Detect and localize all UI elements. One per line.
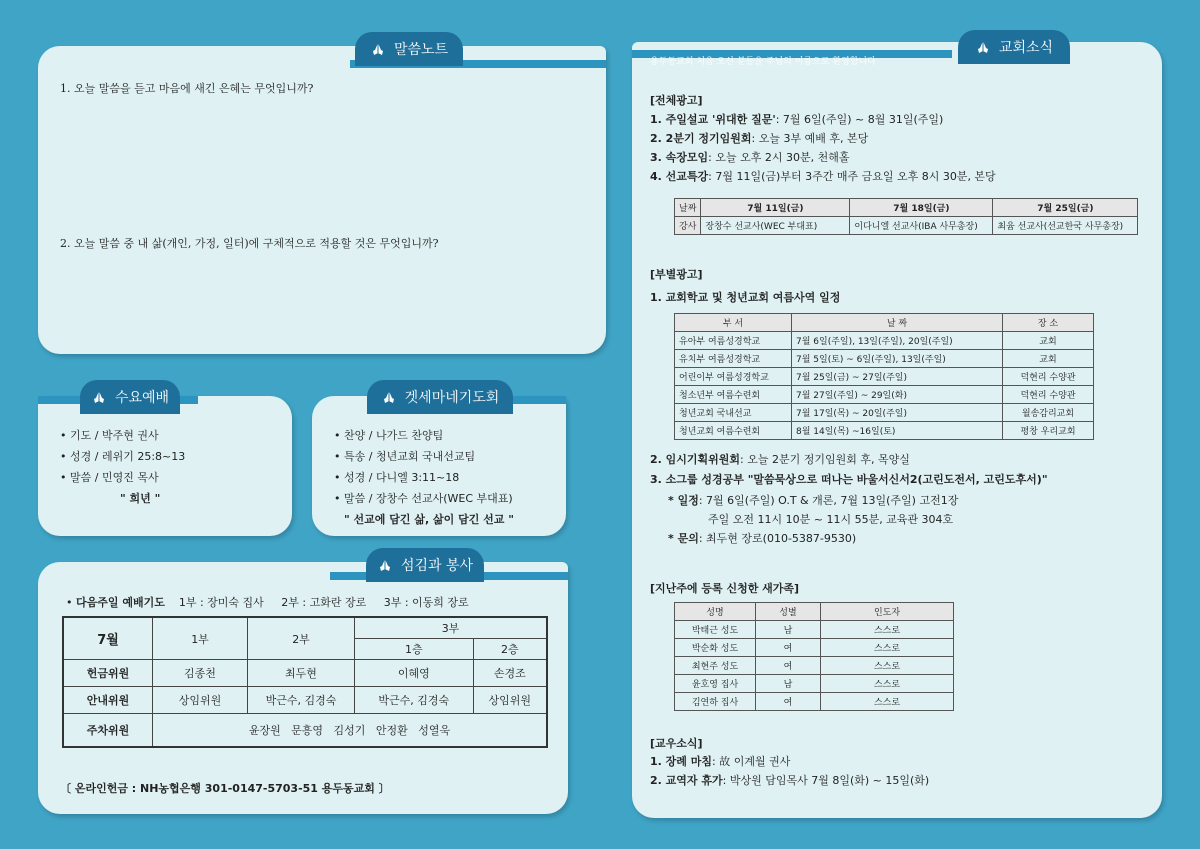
header-3bu-1f: 1층: [355, 639, 474, 660]
table-row: 유치부 여름성경학교 7월 5일(토) ~ 6일(주일), 13일(주일) 교회: [675, 350, 1094, 368]
cell: 이혜영: [355, 660, 474, 687]
cell: 부 서: [675, 314, 792, 332]
gethsemane-title: 겟세마네기도회: [404, 390, 500, 406]
cell: 손경조: [473, 660, 547, 687]
next-prayer-label: 다음주일 예배기도: [76, 596, 165, 609]
list-item: • 말씀 / 장창수 선교사(WEC 부대표): [334, 492, 513, 505]
list-item: • 특송 / 청년교회 국내선교팀: [334, 450, 476, 463]
sermon-note-tab: [355, 32, 463, 66]
table-row: [63, 660, 547, 687]
cell: 인도자: [821, 603, 954, 621]
sermon-title: " 선교에 담긴 삶, 삶이 담긴 선교 ": [344, 513, 514, 526]
cell: 장창수 선교사(WEC 부대표): [701, 217, 850, 235]
praying-hands-icon: [975, 39, 991, 55]
header-1bu: 1부: [153, 617, 248, 660]
list-item: 1. 장례 마침: 故 이계월 권사: [650, 755, 791, 768]
list-item: • 성경 / 다니엘 3:11~18: [334, 471, 460, 484]
table-row: 김연하 집사 여 스스로: [675, 693, 954, 711]
cell: 최윰 선교사(선교한국 사무총장): [993, 217, 1138, 235]
list-item: 3. 속장모임: 오늘 오후 2시 30분, 천해홀: [650, 151, 850, 164]
table-row: 어린이부 여름성경학교 7월 25일(금) ~ 27일(주일) 덕현리 수양관: [675, 368, 1094, 386]
wednesday-title: 수요예배: [114, 390, 170, 406]
cell: 성별: [756, 603, 821, 621]
header-3bu-2f: 2층: [473, 639, 547, 660]
cell: 상임위원: [153, 687, 248, 714]
table-row: 청소년부 여름수련회 7월 27일(주일) ~ 29일(화) 덕현리 수양관: [675, 386, 1094, 404]
cell: 날 짜: [792, 314, 1003, 332]
gethsemane-tab: [367, 380, 513, 414]
cell: 박근수, 김경숙: [355, 687, 474, 714]
list-item: • 말씀 / 민영진 목사: [60, 471, 159, 484]
dept-item-3-schedule-2: 주일 오전 11시 10분 ~ 11시 55분, 교육관 304호: [708, 513, 954, 526]
list-item: 4. 선교특강: 7월 11일(금)부터 3주간 매주 금요일 오후 8시 30분, 본당: [650, 170, 996, 183]
cell: 강사: [675, 217, 701, 235]
dept-item-1: 1. 교회학교 및 청년교회 여름사역 일정: [650, 291, 841, 304]
prayer-1: 1부 : 장미숙 집사: [178, 596, 264, 609]
table-row: [63, 687, 547, 714]
list-item: 1. 주일설교 '위대한 질문': 7월 6일(주일) ~ 8월 31일(주일): [650, 113, 944, 126]
question-2: 2. 오늘 말씀 중 내 삶(개인, 가정, 일터)에 구체적으로 적용할 것은 무엇입니까?: [60, 237, 439, 250]
online-offering: 〔 온라인헌금 : NH농협은행 301-0147-5703-51 용두동교회 〕: [60, 782, 390, 795]
header-2bu: 2부: [248, 617, 355, 660]
table-row: 윤호영 집사 남 스스로: [675, 675, 954, 693]
cell: 7월 25일(금): [993, 199, 1138, 217]
sermon-title: " 희년 ": [120, 492, 161, 505]
table-row: 청년교회 여름수련회 8월 14일(목) ~16일(토) 평창 우리교회: [675, 422, 1094, 440]
general-title: [전체광고]: [650, 94, 703, 107]
cell: 상임위원: [473, 687, 547, 714]
dept-item-3: 3. 소그룹 성경공부 "말씀묵상으로 떠나는 바울서신서2(고린도전서, 고린도후서)": [650, 473, 1048, 486]
row-label: 헌금위원: [63, 660, 153, 687]
news-title: 교회소식: [998, 40, 1054, 56]
cell: 성명: [675, 603, 756, 621]
table-row: 최현주 성도 여 스스로: [675, 657, 954, 675]
table-row: [63, 714, 547, 748]
prayer-3: 3부 : 이동희 장로: [383, 596, 469, 609]
praying-hands-icon: [370, 41, 386, 57]
newcomers-table: [674, 602, 954, 711]
table-row: 박태근 성도 남 스스로: [675, 621, 954, 639]
row-label: 안내위원: [63, 687, 153, 714]
list-item: 2. 교역자 휴가: 박상원 담임목사 7월 8일(화) ~ 15일(화): [650, 774, 930, 787]
summer-table: [674, 313, 1094, 440]
list-item: 2. 2분기 정기임원회: 오늘 3부 예배 후, 본당: [650, 132, 869, 145]
cell: 박근수, 김경숙: [248, 687, 355, 714]
lecture-table: [674, 198, 1138, 235]
list-item: • 기도 / 박주현 권사: [60, 429, 159, 442]
dept-title: [부별광고]: [650, 268, 703, 281]
list-item: • 성경 / 레위기 25:8~13: [60, 450, 186, 463]
dept-items: [650, 450, 1048, 548]
cell: 이다니엘 선교사(IBA 사무총장): [850, 217, 993, 235]
header-3bu: 3부: [355, 617, 548, 639]
newcomers-title: [지난주에 등록 신청한 새가족]: [650, 582, 800, 595]
cell: 최두현: [248, 660, 355, 687]
row-label: 주차위원: [63, 714, 153, 748]
wednesday-list: [60, 425, 185, 509]
member-list: [650, 752, 929, 790]
cell: 장 소: [1003, 314, 1094, 332]
table-row: 박순화 성도 여 스스로: [675, 639, 954, 657]
month-cell: 7월: [63, 617, 153, 660]
news-tab: [958, 30, 1070, 64]
praying-hands-icon: [377, 557, 393, 573]
welcome-text: 용두동교회 처음 오신 분들을 주님의 이름으로 환영합니다: [650, 57, 876, 67]
table-row: 유아부 여름성경학교 7월 6일(주일), 13일(주일), 20일(주일) 교회: [675, 332, 1094, 350]
sermon-note-title: 말씀노트: [393, 42, 449, 58]
praying-hands-icon: [91, 389, 107, 405]
gethsemane-list: [334, 425, 514, 530]
praying-hands-icon: [381, 389, 397, 405]
table-row: 청년교회 국내선교 7월 17일(목) ~ 20일(주일) 월송감리교회: [675, 404, 1094, 422]
prayer-2: 2부 : 고화란 장로: [281, 596, 367, 609]
general-list: [650, 110, 996, 186]
list-item: • 찬양 / 나가드 찬양팀: [334, 429, 444, 442]
question-1: 1. 오늘 말씀을 듣고 마음에 새긴 은혜는 무엇입니까?: [60, 82, 314, 95]
member-title: [교우소식]: [650, 737, 703, 750]
next-prayer-line: • 다음주일 예배기도 1부 : 장미숙 집사 2부 : 고화란 장로 3부 : 이동희 장로: [66, 596, 469, 609]
dept-item-2: 2. 임시기획위원회: 오늘 2분기 정기임원회 후, 목양실: [650, 453, 910, 466]
service-table: [62, 616, 548, 748]
dept-item-3-schedule: * 일정: 7월 6일(주일) O.T & 개론, 7월 13일(주일) 고전1장: [668, 494, 959, 507]
cell: 날짜: [675, 199, 701, 217]
cell: 7월 11일(금): [701, 199, 850, 217]
service-title: 섬김과 봉사: [400, 558, 474, 574]
wednesday-tab: [80, 380, 180, 414]
service-tab: [366, 548, 484, 582]
dept-item-3-contact: * 문의: 최두현 장로(010-5387-9530): [668, 532, 857, 545]
cell: 7월 18일(금): [850, 199, 993, 217]
cell: 김종천: [153, 660, 248, 687]
cell: 윤장원 문흥영 김성기 안정환 성열욱: [153, 714, 548, 748]
